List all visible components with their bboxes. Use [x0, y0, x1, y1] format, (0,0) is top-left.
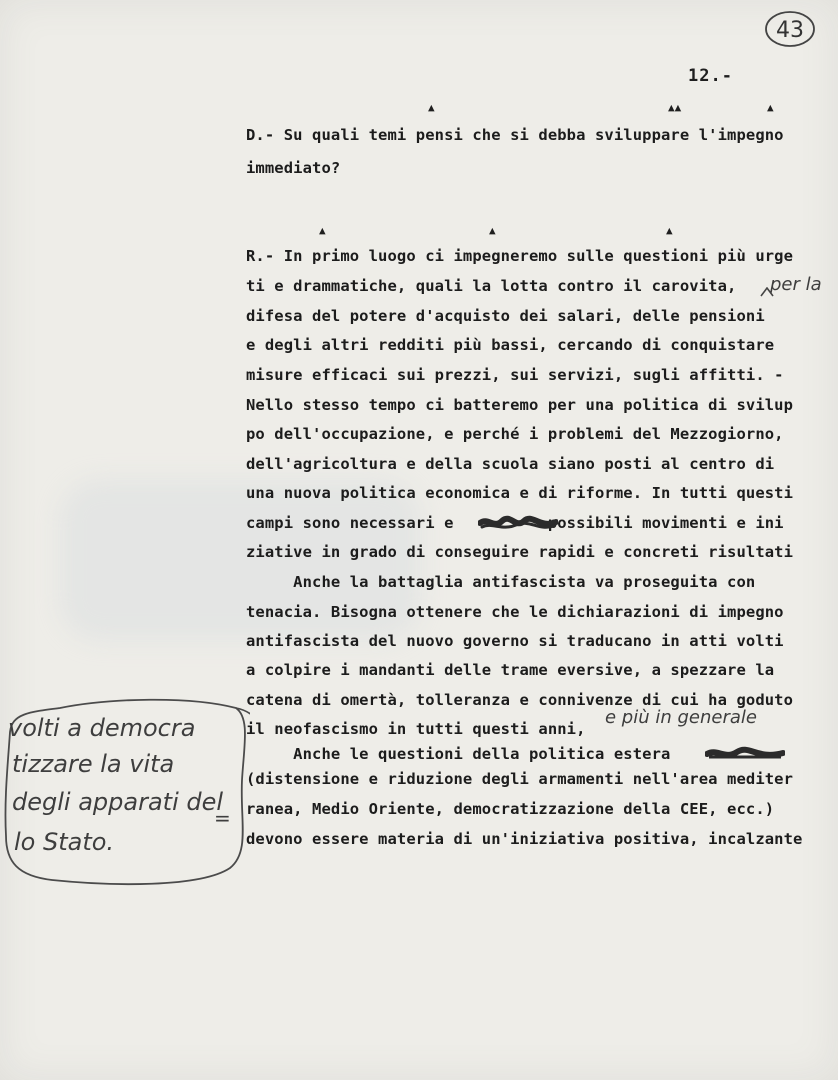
- typed-line: difesa del potere d'acquisto dei salari, delle pensioni: [246, 307, 765, 325]
- typed-line: Anche le questioni della politica estera: [246, 745, 671, 763]
- tick-mark: ▲: [428, 101, 435, 114]
- typed-line: R.- In primo luogo ci impegneremo sulle questioni più urge: [246, 247, 794, 265]
- typed-line: catena di omertà, tolleranza e connivenze di cui ha goduto: [246, 691, 794, 709]
- typed-line: misure efficaci sui prezzi, sui servizi, sugli affitti. -: [246, 366, 784, 384]
- tick-mark: ▲▲: [668, 101, 682, 114]
- page-stamp-text: 43: [776, 18, 804, 43]
- page-number: 12.-: [688, 66, 733, 86]
- page-stamp-circle-icon: [763, 8, 817, 50]
- typed-line: po dell'occupazione, e perché i problemi del Mezzogiorno,: [246, 425, 784, 443]
- crossed-out-word-mark: [705, 745, 785, 763]
- typed-line: dell'agricoltura e della scuola siano posti al centro di: [246, 455, 775, 473]
- typed-line: Nello stesso tempo ci batteremo per una politica di svilup: [246, 396, 794, 414]
- typed-line: D.- Su quali temi pensi che si debba sviluppare l'impegno: [246, 126, 784, 144]
- typed-line: Anche la battaglia antifascista va proseguita con: [246, 573, 756, 591]
- typed-line: a colpire i mandanti delle trame eversive, a spezzare la: [246, 661, 775, 679]
- tick-mark: ▲: [319, 224, 326, 237]
- typed-line: tenacia. Bisogna ottenere che le dichiarazioni di impegno: [246, 603, 784, 621]
- typed-line: immediato?: [246, 159, 341, 177]
- typed-line: e degli altri redditi più bassi, cercando di conquistare: [246, 336, 775, 354]
- typed-line: devono essere materia di un'iniziativa positiva, incalzante: [246, 830, 803, 848]
- margin-note: [0, 690, 250, 890]
- tick-mark: ▲: [666, 224, 673, 237]
- typed-line: il neofascismo in tutti questi anni,: [246, 720, 586, 738]
- typed-line: una nuova politica economica e di riforme. In tutti questi: [246, 484, 794, 502]
- margin-note-line: lo Stato.: [14, 828, 115, 856]
- crossed-out-word-mark: [478, 515, 558, 533]
- typed-line: ziative in grado di conseguire rapidi e concreti risultati: [246, 543, 794, 561]
- handwritten-insert: per la: [770, 274, 822, 295]
- margin-note-line: volti a democra: [8, 714, 196, 742]
- insertion-caret-icon: [760, 287, 774, 297]
- typed-line: campi sono necessari e possibili movimenti e ini: [246, 514, 784, 532]
- typed-line: ranea, Medio Oriente, democratizzazione della CEE, ecc.): [246, 800, 775, 818]
- margin-note-line: degli apparati del: [12, 788, 224, 816]
- margin-note-mark: =: [214, 806, 231, 830]
- tick-mark: ▲: [489, 224, 496, 237]
- typed-line: antifascista del nuovo governo si traducano in atti volti: [246, 632, 784, 650]
- typed-line: ti e drammatiche, quali la lotta contro il carovita,: [246, 277, 737, 295]
- handwritten-insert: e più in generale: [605, 707, 757, 728]
- tick-mark: ▲: [767, 101, 774, 114]
- typed-line: (distensione e riduzione degli armamenti nell'area mediter: [246, 770, 794, 788]
- margin-note-line: tizzare la vita: [12, 750, 175, 778]
